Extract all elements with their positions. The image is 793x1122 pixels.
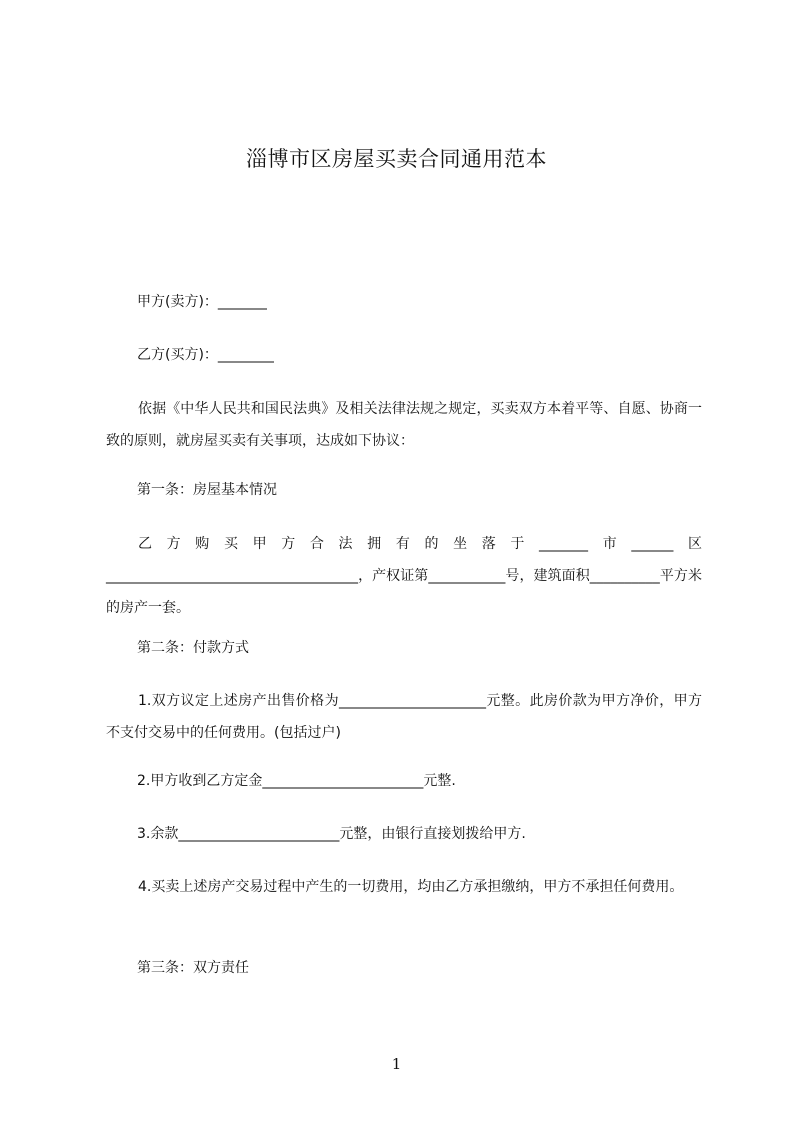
preamble-paragraph: 依据《中华人民共和国民法典》及相关法律法规之规定，买卖双方本着平等、自愿、协商一致的原则，就房屋买卖有关事项，达成如下协议：: [106, 401, 702, 449]
article-2-item-3: 3.余款_______________________元整，由银行直接划拨给甲方.: [137, 826, 526, 842]
party-b-line: 乙方(买方)：________: [137, 347, 274, 363]
article-1-body: 乙方购买甲方合法拥有的坐落于_______市______区____________________________________，产权证第___________号，建筑面积__________平方米的房产一套。: [106, 536, 702, 616]
article-2-heading: 第二条：付款方式: [137, 640, 249, 656]
article-3-heading: 第三条：双方责任: [137, 960, 249, 976]
party-a-line: 甲方(卖方)：_______: [137, 294, 267, 310]
article-2-item-4: 4.买卖上述房产交易过程中产生的一切费用，均由乙方承担缴纳，甲方不承担任何费用。: [138, 879, 684, 895]
article-1-heading: 第一条：房屋基本情况: [137, 482, 277, 498]
document-title: 淄博市区房屋买卖合同通用范本: [246, 147, 547, 171]
page-number: 1: [391, 1055, 402, 1073]
article-2-item-2: 2.甲方收到乙方定金_______________________元整.: [137, 773, 456, 789]
article-2-item-1: 1.双方议定上述房产出售价格为_____________________元整。此房价款为甲方净价，甲方不支付交易中的任何费用。(包括过户): [106, 693, 702, 741]
